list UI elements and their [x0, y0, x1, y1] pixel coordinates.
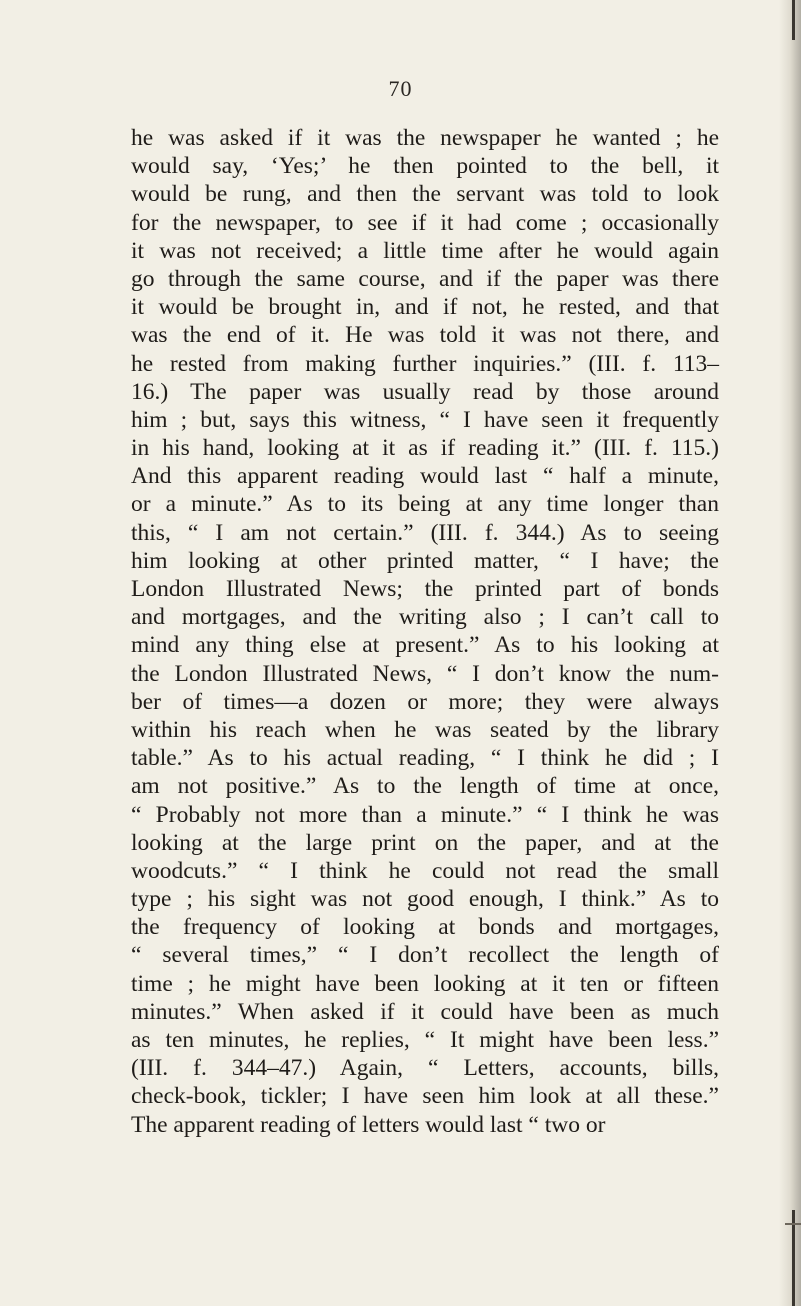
text-line: the frequency of looking at bonds and mortgages, [131, 914, 719, 941]
text-line: go through the same course, and if the paper was there [131, 265, 719, 292]
text-line: the London Illustrated News, “ I don’t know the num- [131, 660, 719, 687]
text-line: minutes.” When asked if it could have been as much [131, 998, 719, 1025]
text-line: looking at the large print on the paper, and at the [131, 829, 719, 856]
text-line: “ Probably not more than a minute.” “ I think he was [131, 801, 719, 828]
text-line: check-book, tickler; I have seen him look at all these.” [131, 1083, 719, 1110]
text-line: him looking at other printed matter, “ I have; the [131, 547, 719, 574]
text-line: him ; but, says this witness, “ I have seen it frequently [131, 406, 719, 433]
margin-dash [785, 1223, 801, 1225]
page-edge-mark-top [792, 0, 795, 40]
text-line: was the end of it. He was told it was not there, and [131, 322, 719, 349]
text-line: within his reach when he was seated by the library [131, 716, 719, 743]
text-line: he rested from making further inquiries.” (III. f. 113– [131, 350, 719, 377]
text-line: would say, ‘Yes;’ he then pointed to the bell, it [131, 153, 719, 180]
text-line: or a minute.” As to its being at any time longer than [131, 491, 719, 518]
text-line: mind any thing else at present.” As to his looking at [131, 632, 719, 659]
text-line: am not positive.” As to the length of time at once, [131, 773, 719, 800]
text-line: as ten minutes, he replies, “ It might have been less.” [131, 1027, 719, 1053]
text-line: would be rung, and then the servant was told to look [131, 181, 719, 208]
text-line: for the newspaper, to see if it had come ; occasionally [131, 209, 719, 236]
page-number: 70 [388, 76, 413, 101]
text-line: table.” As to his actual reading, “ I think he did ; I [131, 745, 719, 772]
text-line: “ several times,” “ I don’t recollect the length of [131, 942, 719, 969]
text-line: type ; his sight was not good enough, I think.” As to [131, 886, 719, 913]
text-line: and mortgages, and the writing also ; I can’t call to [131, 604, 719, 631]
text-line: And this apparent reading would last “ half a minute, [131, 463, 719, 490]
text-line: this, “ I am not certain.” (III. f. 344.) As to seeing [131, 519, 719, 546]
text-line: it would be brought in, and if not, he rested, and that [131, 294, 719, 321]
text-line: he was asked if it was the newspaper he wanted ; he [131, 125, 719, 151]
text-line: ber of times—a dozen or more; they were always [131, 688, 719, 715]
text-line: in his hand, looking at it as if reading it.” (III. f. 115.) [131, 435, 719, 462]
text-line: The apparent reading of letters would last “ two or [131, 1111, 606, 1138]
text-line: 16.) The paper was usually read by those around [131, 378, 719, 405]
page-edge-shadow [779, 0, 801, 1306]
text-line: (III. f. 344–47.) Again, “ Letters, accounts, bills, [131, 1055, 719, 1082]
text-line: time ; he might have been looking at it ten or fifteen [131, 970, 719, 997]
text-line: woodcuts.” “ I think he could not read the small [131, 857, 719, 884]
text-line: London Illustrated News; the printed part of bonds [131, 576, 719, 602]
text-line: it was not received; a little time after he would again [131, 237, 719, 264]
body-text [131, 124, 719, 1139]
